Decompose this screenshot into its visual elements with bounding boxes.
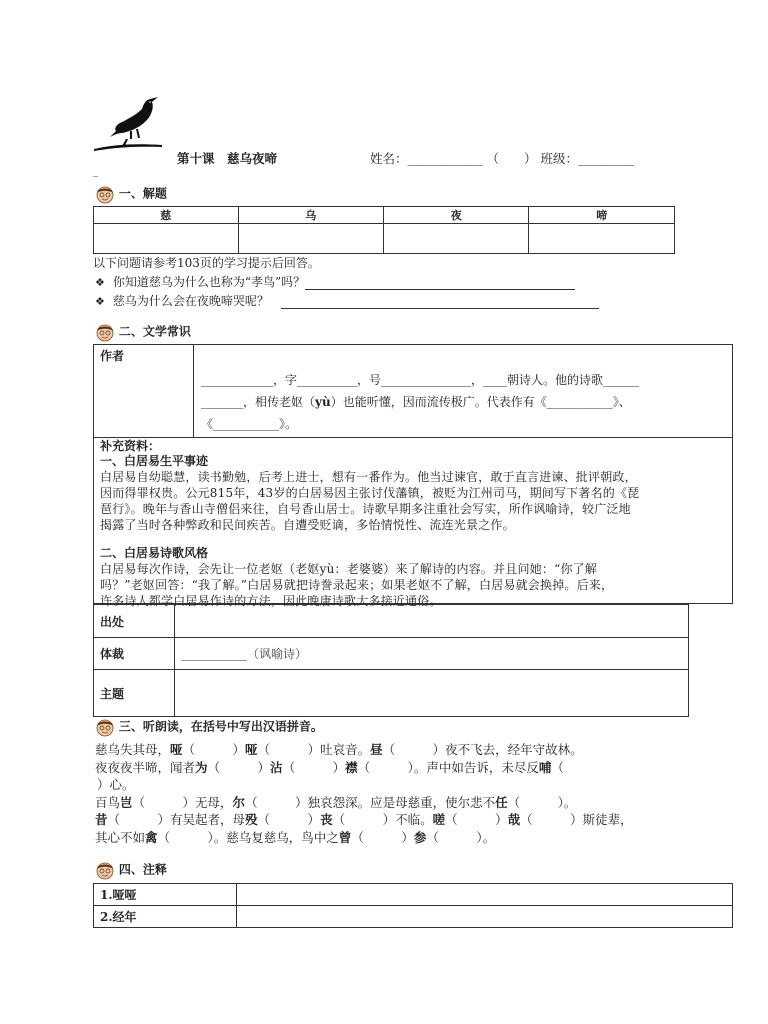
answer-cell[interactable] <box>383 224 528 254</box>
class-field[interactable]: _________ <box>578 151 635 166</box>
work-info-table <box>93 604 689 717</box>
section3-heading <box>95 717 323 737</box>
class-label: 班级： <box>540 151 579 166</box>
genre-hint: （讽喻诗） <box>247 647 308 661</box>
bullet-icon: ❖ <box>95 276 105 289</box>
supp-para1-line: 因而得罪权贵。公元815年，43岁的白居易因主张讨伐藩镇，被贬为江州司马，期间写下著名的《琵 <box>100 486 640 500</box>
source-label: 出处 <box>94 605 175 638</box>
note-term: 1.哑哑 <box>94 884 237 906</box>
supp-para1-line: 揭露了当时各种弊政和民间疾苦。自遭受贬谪，多怡情悦性、流连光景之作。 <box>100 518 515 532</box>
title-explain-table <box>93 206 675 254</box>
supp-para1-line: 白居易自幼聪慧，读书勤勉，后考上进士，想有一番作为。他当过谏官，敢于直言进谏、批评朝政， <box>100 470 637 484</box>
supp-sub2: 二、白居易诗歌风格 <box>100 546 209 560</box>
author-fill-text[interactable] <box>201 369 731 435</box>
poem-line: 昔（ ）有吴起者，母殁（ ）丧（ ）不临。嗟（ ）哉（ ）斯徒辈， <box>95 812 633 827</box>
author-line-2a: _______，相传老妪（ <box>201 395 316 409</box>
teacher-face-icon <box>95 717 115 737</box>
author-line-2b: ）也能听懂，因而流传极广。代表作有《___________》、 <box>330 395 631 409</box>
col-header: 乌 <box>238 207 383 224</box>
section4-heading <box>95 860 167 880</box>
supp-para2-line: 许多诗人都学白居易作诗的方法，因此晚唐诗歌大多接近通俗。 <box>100 594 442 608</box>
dash-mark: _ <box>93 166 98 177</box>
divider <box>94 437 732 438</box>
col-header: 慈 <box>94 207 239 224</box>
question-1 <box>95 273 575 290</box>
supp-para2-line: 吗？”老妪回答：“我了解。”白居易就把诗誊录起来；如果老妪不了解，白居易就会换掉。后来， <box>100 578 614 592</box>
notes-table <box>93 883 733 928</box>
poem-line: 百鸟岂（ ）无母，尔（ ）独哀怨深。应是母慈重，使尔悲不任（ ）。 <box>95 794 577 810</box>
supp-para1-line: 琶行》。晚年与香山寺僧侣来往，自号香山居士。诗歌早期多注重社会写实，所作讽喻诗，较广泛地 <box>100 502 631 516</box>
poem-pinyin-exercise[interactable] <box>95 741 725 846</box>
question-2 <box>95 292 599 309</box>
pinyin-yu: yù <box>315 395 331 409</box>
teacher-face-icon <box>95 860 115 880</box>
name-label: 姓名： <box>370 151 408 166</box>
poem-line: ）心。 <box>97 777 135 792</box>
theme-label: 主题 <box>94 670 175 717</box>
supplementary-info <box>100 439 728 609</box>
divider <box>193 345 194 437</box>
section4-title: 四、注释 <box>118 862 167 877</box>
poem-line: 慈乌失其母，哑（ ）哑（ ）吐哀音。昼（ ）夜不飞去，经年守故林。 <box>95 742 583 757</box>
section1-title: 一、解题 <box>118 186 167 201</box>
genre-cell[interactable] <box>175 638 689 670</box>
theme-cell[interactable] <box>175 670 689 717</box>
teacher-face-icon <box>95 322 115 342</box>
poem-line: 其心不如禽（ ）。慈乌复慈乌，鸟中之曾（ ）参（ ）。 <box>95 829 496 845</box>
lesson-title: 第十课 慈乌夜啼 <box>177 151 278 166</box>
section2-heading <box>95 322 191 342</box>
supp-sub1: 一、白居易生平事迹 <box>100 454 209 468</box>
section2-title: 二、文学常识 <box>118 324 191 339</box>
question-2-text: 慈乌为什么会在夜晚啼哭呢？ <box>112 294 269 308</box>
author-label: 作者 <box>100 349 125 363</box>
crow-on-branch-icon <box>92 93 164 153</box>
answer-cell[interactable] <box>94 224 239 254</box>
note-answer-cell[interactable] <box>237 884 733 906</box>
poem-line: 夜夜夜半啼，闻者为（ ）沾（ ）襟（ ）。声中如告诉，未尽反哺（ <box>95 759 564 775</box>
id-paren[interactable]: （ ） <box>486 151 537 166</box>
note-term: 2.经年 <box>94 906 237 928</box>
answer-line[interactable] <box>305 277 575 290</box>
genre-blank[interactable]: ___________ <box>181 647 247 661</box>
answer-cell[interactable] <box>529 224 675 254</box>
source-cell[interactable] <box>175 605 689 638</box>
col-header: 啼 <box>529 207 675 224</box>
answer-line[interactable] <box>281 296 599 309</box>
author-line-2 <box>201 391 731 413</box>
bullet-icon: ❖ <box>95 295 105 308</box>
name-field[interactable]: ____________ <box>407 151 483 166</box>
instruction-text: 以下问题请参考103页的学习提示后回答。 <box>93 256 320 270</box>
student-info-line <box>370 149 634 167</box>
section3-title: 三、听朗读，在括号中写出汉语拼音。 <box>118 719 323 734</box>
answer-cell[interactable] <box>238 224 383 254</box>
author-line-3: 《___________》。 <box>201 417 298 431</box>
supp-para2-line: 白居易每次作诗，会先让一位老妪（老妪yù：老婆婆）来了解诗的内容。并且问她：“你了解 <box>100 562 598 576</box>
col-header: 夜 <box>383 207 528 224</box>
author-line-1: ____________，字__________，号_______________，____朝诗人。他的诗歌______ <box>201 373 640 387</box>
teacher-face-icon <box>95 184 115 204</box>
literature-box <box>93 344 733 608</box>
note-answer-cell[interactable] <box>237 906 733 928</box>
section1-heading <box>95 184 167 204</box>
question-1-text: 你知道慈乌为什么也称为“孝鸟”吗？ <box>112 275 306 289</box>
supp-label: 补充资料： <box>100 439 161 453</box>
genre-label: 体裁 <box>94 638 175 670</box>
